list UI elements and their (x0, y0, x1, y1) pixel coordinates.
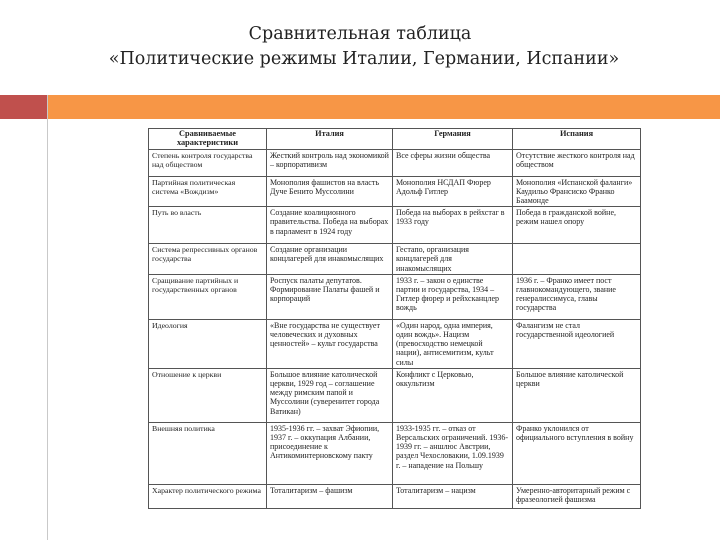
cell-italy: Создание коалиционного правительства. Победа на выборах в парламент в 1924 году (267, 207, 393, 244)
cell-germany: Победа на выборах в рейхстаг в 1933 году (393, 207, 513, 244)
row-criterion: Система репрессивных органов государства (149, 244, 267, 275)
cell-spain: 1936 г. – Франко имеет пост главнокомандующего, звание генералиссимуса, главы государства (513, 274, 641, 319)
cell-spain: Монополия «Испанской фаланги» Каудильо Франсиско Франко Баамонде (513, 176, 641, 207)
cell-italy: Большое влияние католической церкви, 1929 год – соглашение между римским папой и Муссолини (суверенитет города Ватикан) (267, 368, 393, 422)
table-row (149, 484, 641, 508)
row-criterion: Сращивание партийных и государственных органов (149, 274, 267, 319)
cell-spain: Франко уклонился от официального вступления в войну (513, 422, 641, 484)
cell-germany: Все сферы жизни общества (393, 149, 513, 176)
slide-title-line1: Сравнительная таблица (248, 24, 472, 44)
cell-germany: Конфликт с Церковью, оккультизм (393, 368, 513, 422)
table-row (149, 319, 641, 368)
cell-germany: Гестапо, организация концлагерей для инакомыслящих (393, 244, 513, 275)
table-header-row (149, 129, 641, 150)
header-spain: Испания (513, 129, 641, 150)
table-row (149, 244, 641, 275)
cell-germany: «Один народ, одна империя, один вождь». Нацизм (превосходство немецкой нации), антисемитизм, культ силы (393, 319, 513, 368)
cell-italy: Создание организации концлагерей для инакомыслящих (267, 244, 393, 275)
left-divider-line (47, 95, 48, 540)
table-row (149, 176, 641, 207)
cell-spain: Умеренно-авторитарный режим с фразеологией фашизма (513, 484, 641, 508)
cell-spain (513, 244, 641, 275)
cell-italy: Тоталитаризм – фашизм (267, 484, 393, 508)
cell-germany: Монополия НСДАП Фюрер Адольф Гитлер (393, 176, 513, 207)
row-criterion: Партийная политическая система «Вождизм» (149, 176, 267, 207)
header-italy: Италия (267, 129, 393, 150)
cell-spain: Большое влияние католической церкви (513, 368, 641, 422)
accent-bar-red (0, 95, 48, 119)
cell-italy: 1935-1936 гг. – захват Эфиопии, 1937 г. – оккупация Албании, присоединение к Антикоминтерновскому пакту (267, 422, 393, 484)
cell-italy: Жесткий контроль над экономикой – корпоративизм (267, 149, 393, 176)
row-criterion: Путь во власть (149, 207, 267, 244)
comparison-table-image (148, 128, 640, 505)
cell-germany: 1933 г. – закон о единстве партии и государства, 1934 – Гитлер фюрер и рейхсканцлер вождь (393, 274, 513, 319)
header-germany: Германия (393, 129, 513, 150)
row-criterion: Идеология (149, 319, 267, 368)
row-criterion: Характер политического режима (149, 484, 267, 508)
cell-italy: Роспуск палаты депутатов. Формирование Палаты фашей и корпораций (267, 274, 393, 319)
slide-title (0, 22, 720, 72)
table-row (149, 368, 641, 422)
table-row (149, 149, 641, 176)
cell-spain: Победа в гражданской войне, режим нашел опору (513, 207, 641, 244)
cell-germany: Тоталитаризм – нацизм (393, 484, 513, 508)
comparison-table (148, 128, 641, 509)
table-row (149, 207, 641, 244)
table-row (149, 422, 641, 484)
table-row (149, 274, 641, 319)
cell-italy: «Вне государства не существует человеческих и духовных ценностей» – культ государства (267, 319, 393, 368)
cell-spain: Отсутствие жесткого контроля над обществом (513, 149, 641, 176)
cell-spain: Фалангизм не стал государственной идеологией (513, 319, 641, 368)
cell-italy: Монополия фашистов на власть Дуче Бенито Муссолини (267, 176, 393, 207)
row-criterion: Отношение к церкви (149, 368, 267, 422)
slide-title-line2: «Политические режимы Италии, Германии, Испании» (108, 49, 620, 69)
cell-germany: 1933-1935 гг. – отказ от Версальских ограничений. 1936-1939 гг. – аншлюс Австрии, раздел Чехословакии, 1.09.1939 г. – нападение на Польшу (393, 422, 513, 484)
header-criteria: Сравниваемые характеристики (149, 129, 267, 150)
row-criterion: Степень контроля государства над обществом (149, 149, 267, 176)
row-criterion: Внешняя политика (149, 422, 267, 484)
accent-bar-orange (48, 95, 720, 119)
